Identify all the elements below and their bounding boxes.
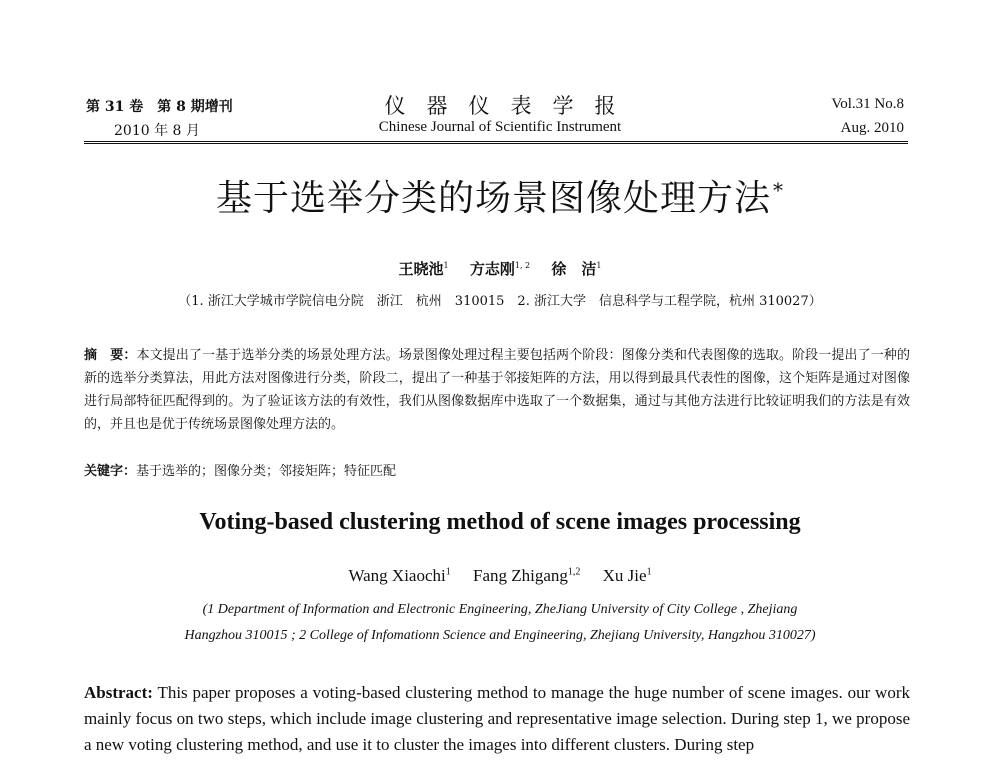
abstract-en [84,680,910,758]
header-date-cn: 2010 年 8 月 [114,123,200,139]
author-cn: 方志刚$^{1, 2}$ [469,260,531,278]
affiliation-cn: （1. 浙江大学城市学院信电分院 浙江 杭州 310015 2. 浙江大学 信息科学与工程学院，杭州 310027） [178,294,822,309]
author-en: Xu Jie$^1$ [602,566,652,585]
keywords-cn-text: 基于选举的；图像分类；邻接矩阵；特征匹配 [136,464,397,479]
keywords-cn-label: 关键字： [84,464,137,479]
authors-en [0,566,1000,586]
abstract-en-label: Abstract: [84,683,153,702]
authors-cn [0,258,1000,279]
author-cn: 徐 洁$^1$ [551,260,602,278]
paper-title-cn: 基于选举分类的场景图像处理方法 * [215,178,784,219]
affiliation-en-line1: (1 Department of Information and Electronic Engineering, ZheJiang University of City College , Zhejiang [202,602,798,617]
author-en: Wang Xiaochi$^1$ [348,566,451,585]
header-volume-cn: 第 31 卷 第 8 期增刊 [86,99,233,115]
abstract-cn-text: 本文提出了一基于选举分类的场景处理方法。场景图像处理过程主要包括两个阶段：图像分类和代表图像的选取。阶段一提出了一种的新的选举分类算法，用此方法对图像进行分类，阶段二，提出了一种基于邻接矩阵的方法，用以得到最具代表性的图像，这个矩阵是通过对图像进行局部特征匹配得到的。为了验证该方法的有效性，我们从图像数据库中选取了一个数据集，通过与其他方法进行比较证明我们的方法是有效的，并且也是优于传统场景图像处理方法的。 [84,348,910,432]
keywords-cn [84,460,910,479]
author-cn: 王晓池$^1$ [398,260,449,278]
journal-title-cn: 仪 器 仪 表 学 报 [384,94,616,118]
abstract-en-text: This paper proposes a voting-based clustering method to manage the huge number of scene images. our work mainly focus on two steps, which include image clustering and representative image selection. During step 1, we propose a new voting clustering method, and use it to cluster the images into different clusters. During step [84,683,910,754]
paper-title-en: Voting-based clustering method of scene images processing [199,509,801,535]
author-en: Fang Zhigang$^{1,2}$ [472,566,581,585]
abstract-cn-label: 摘 要： [84,348,137,363]
header-date-en: Aug. 2010 [840,120,904,136]
journal-title-en: Chinese Journal of Scientific Instrument [378,119,622,135]
affiliation-en-line2: Hangzhou 310015 ; 2 College of Infomationn Science and Engineering, Zhejiang University, Hangzhou 310027) [184,628,816,643]
header-volume-en: Vol.31 No.8 [831,96,904,112]
abstract-cn [84,344,910,436]
header-rule-top [84,141,908,142]
header-rule-bottom [84,143,908,144]
